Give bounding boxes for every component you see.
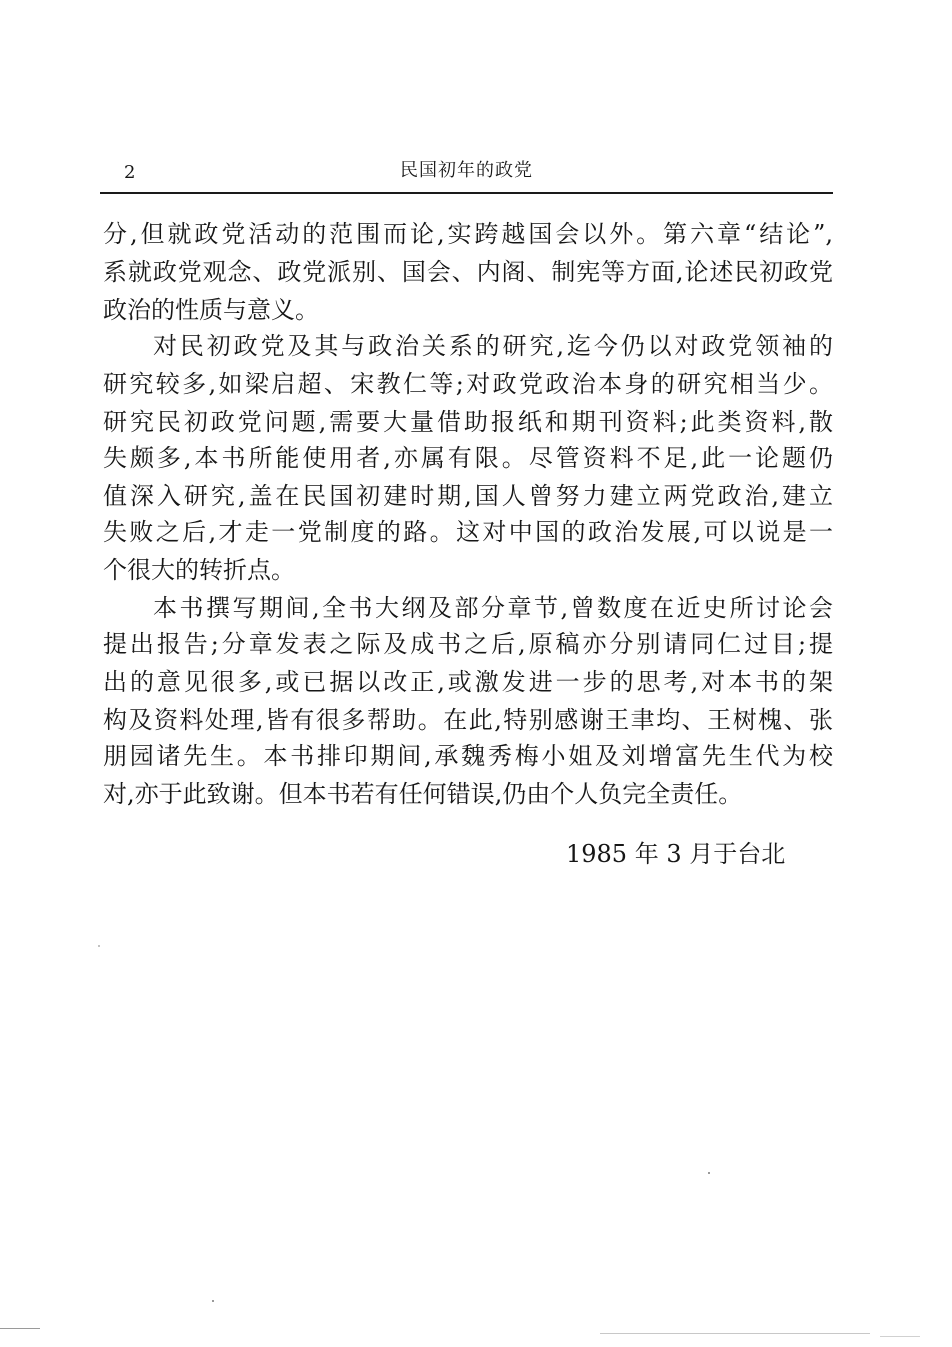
text-line: 政治的性质与意义。	[103, 296, 319, 324]
scan-speck	[708, 1172, 710, 1174]
scan-speck	[98, 945, 100, 947]
text-line: 值深入研究,盖在民国初建时期,国人曾努力建立两党政治,建立	[103, 482, 833, 510]
text-line: 对,亦于此致谢。但本书若有任何错误,仍由个人负完全责任。	[103, 780, 743, 808]
text-line: 研究民初政党问题,需要大量借助报纸和期刊资料;此类资料,散	[103, 408, 833, 436]
text-line: 构及资料处理,皆有很多帮助。在此,特别感谢王聿均、王树槐、张	[103, 706, 833, 734]
text-line: 本书撰写期间,全书大纲及部分章节,曾数度在近史所讨论会	[153, 594, 833, 622]
text-line: 分,但就政党活动的范围而论,实跨越国会以外。第六章“结论”,	[103, 220, 833, 248]
signature-date: 1985 年 3 月于台北	[566, 840, 786, 868]
text-line: 个很大的转折点。	[103, 556, 295, 584]
text-line: 出的意见很多,或已据以改正,或激发进一步的思考,对本书的架	[103, 668, 833, 696]
scan-speck	[212, 1300, 214, 1302]
text-line: 提出报告;分章发表之际及成书之后,原稿亦分别请同仁过目;提	[103, 630, 833, 658]
text-line: 失颇多,本书所能使用者,亦属有限。尽管资料不足,此一论题仍	[103, 444, 833, 472]
page-number: 2	[124, 162, 136, 183]
text-line: 失败之后,才走一党制度的路。这对中国的政治发展,可以说是一	[103, 518, 833, 546]
text-line: 研究较多,如梁启超、宋教仁等;对政党政治本身的研究相当少。	[103, 370, 833, 398]
text-line: 朋园诸先生。本书排印期间,承魏秀梅小姐及刘增富先生代为校	[103, 742, 833, 770]
text-line: 系就政党观念、政党派别、国会、内阁、制宪等方面,论述民初政党	[103, 258, 833, 286]
running-title: 民国初年的政党	[400, 160, 533, 181]
scan-speck	[0, 1328, 40, 1329]
text-line: 对民初政党及其与政治关系的研究,迄今仍以对政党领袖的	[153, 332, 833, 360]
scan-speck	[600, 1333, 870, 1334]
running-header	[100, 158, 833, 194]
scan-speck	[880, 1336, 920, 1337]
